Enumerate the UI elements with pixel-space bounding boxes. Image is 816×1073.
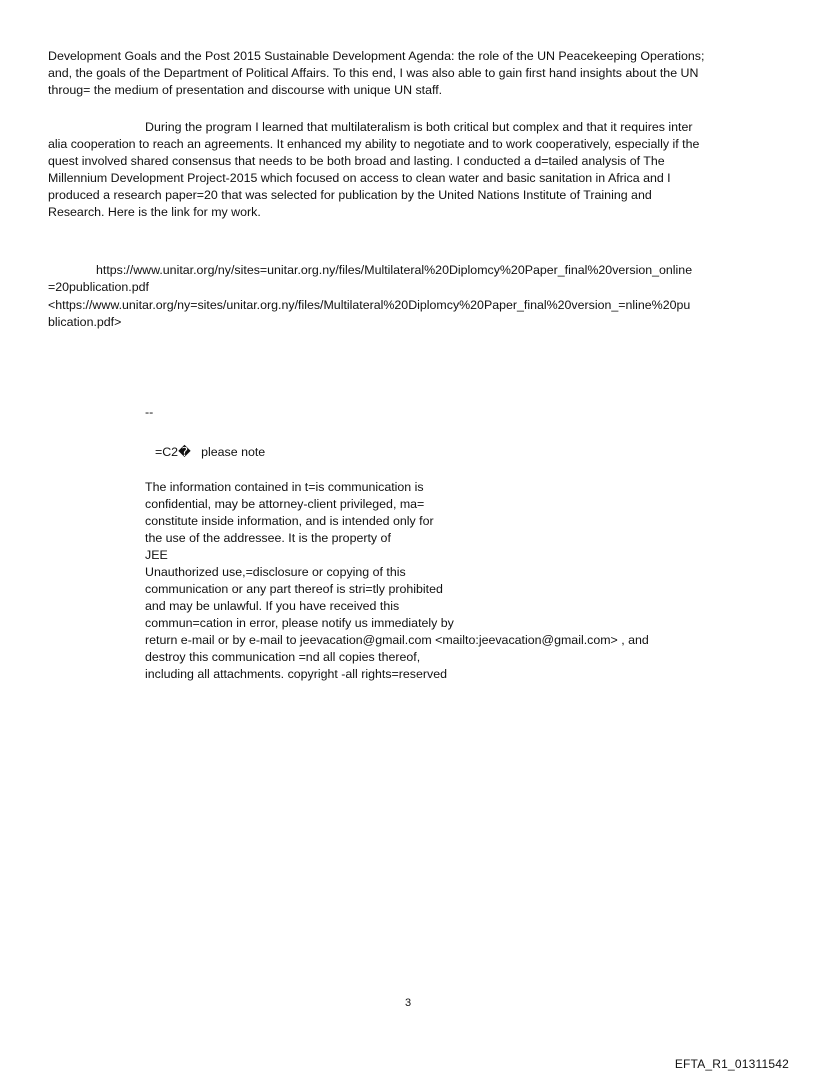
please-note-line: =C2� please note <box>155 445 266 459</box>
signature-separator: -- <box>145 405 154 419</box>
disclaimer-line-12: including all attachments. copyright -all rights=reserved <box>145 667 447 681</box>
paragraph-2-line-4: Millennium Development Project-2015 which focused on access to clean water and basic sanitation in Africa and I <box>48 171 671 185</box>
paragraph-1-line-2: and, the goals of the Department of Political Affairs. To this end, I was also able to gain first hand insights about the UN <box>48 66 699 80</box>
link-url-line-1: https://www.unitar.org/ny/sites=unitar.org.ny/files/Multilateral%20Diplomcy%20Paper_final%20version_online <box>96 263 693 277</box>
paragraph-2-line-2: alia cooperation to reach an agreements. It enhanced my ability to negotiate and to work cooperatively, especially if the <box>48 137 700 151</box>
disclaimer-line-11: destroy this communication =nd all copies thereof, <box>145 650 421 664</box>
paragraph-2-line-6: Research. Here is the link for my work. <box>48 205 261 219</box>
paragraph-2-line-3: quest involved shared consensus that needs to be both broad and lasting. I conducted a d=tailed analysis of The <box>48 154 665 168</box>
disclaimer-line-3: constitute inside information, and is intended only for <box>145 514 434 528</box>
paragraph-1-line-1: Development Goals and the Post 2015 Sustainable Development Agenda: the role of the UN Peacekeeping Operations; <box>48 49 705 63</box>
disclaimer-line-10: return e-mail or by e-mail to jeevacation@gmail.com <mailto:jeevacation@gmail.com> , and <box>145 633 649 647</box>
page-number: 3 <box>404 997 412 1009</box>
disclaimer-line-5: JEE <box>145 548 168 562</box>
link-url-line-3: <https://www.unitar.org/ny=sites/unitar.org.ny/files/Multilateral%20Diplomcy%20Paper_final%20version_=nline%20pu <box>48 298 691 312</box>
disclaimer-line-8: and may be unlawful. If you have received this <box>145 599 400 613</box>
paragraph-1-line-3: throug= the medium of presentation and discourse with unique UN staff. <box>48 83 443 97</box>
disclaimer-line-9: commun=cation in error, please notify us immediately by <box>145 616 454 630</box>
disclaimer-line-2: confidential, may be attorney-client privileged, ma= <box>145 497 425 511</box>
disclaimer-line-4: the use of the addressee. It is the property of <box>145 531 391 545</box>
link-url-line-4: blication.pdf> <box>48 315 122 329</box>
disclaimer-line-7: communication or any part thereof is stri=tly prohibited <box>145 582 443 596</box>
link-url-line-2: =20publication.pdf <box>48 280 149 294</box>
disclaimer-line-1: The information contained in t=is communication is <box>145 480 424 494</box>
disclaimer-line-6: Unauthorized use,=disclosure or copying of this <box>145 565 406 579</box>
paragraph-2-line-1: During the program I learned that multilateralism is both critical but complex and that it requires inter <box>145 120 693 134</box>
bates-number: EFTA_R1_01311542 <box>674 1057 789 1071</box>
paragraph-2-line-5: produced a research paper=20 that was selected for publication by the United Nations Institute of Training and <box>48 188 652 202</box>
